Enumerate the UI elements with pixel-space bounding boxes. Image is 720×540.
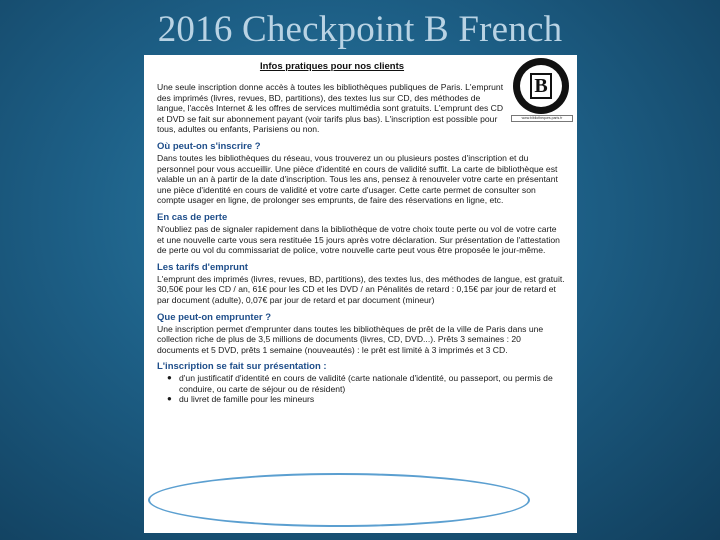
section-title-inscription: Où peut-on s'inscrire ? <box>157 140 261 152</box>
intro-paragraph: Une seule inscription donne accès à toutes les bibliothèques publiques de Paris. L'emprunt des imprimés (livres, revues, BD, partitions), des textes lus sur CD, des méthodes de langue, l'accès Internet & les offres de services multimédia sont gratuits. L'emprunt des CD et DVD se fait sur abonnement payant (voir tarifs plus bas). L'inscription est possible pour tous, adultes ou enfants, Parisiens ou non. <box>157 82 504 135</box>
section-body-perte: N'oubliez pas de signaler rapidement dans la bibliothèque de votre choix toute perte ou vol de votre carte et une nouvelle carte vous sera restituée 15 jours après votre déclaration. Sur présentation de l'attestation de perte ou vol du commissariat de police, votre nouvelle carte peut vous être proposée le jour-même. <box>157 223 560 256</box>
section-body-emprunter: Une inscription permet d'emprunter dans toutes les bibliothèques de prêt de la ville de Paris dans une collection riche de plus de 3,5 millions de documents (livres, CD, DVD...). Prêts 3 semaines : 20 documents et 5 DVD, prêts 1 semaine (nouveautés) : le prêt est limité à 3 imprimés et 3 CD. <box>157 323 544 355</box>
section-title-tarifs: Les tarifs d'emprunt <box>157 261 248 273</box>
document-image <box>144 55 577 533</box>
logo-caption: www.bibliotheques.paris.fr <box>511 115 573 122</box>
section-title-emprunter: Que peut-on emprunter ? <box>157 311 271 323</box>
slide-title: 2016 Checkpoint B French <box>157 9 563 50</box>
section-body-inscription: Dans toutes les bibliothèques du réseau, vous trouverez un ou plusieurs postes d'inscription et du personnel pour vous accueillir. Une pièce d'identité en cours de validité suffit. La carte de bibliothèque est valable un an à partir de la date d'inscription. Tous les ans, pensez à renouveler votre carte en présentant une pièce d'identité en cours de validité et votre carte d'usager. Cette carte permet de consulter son compte usager en ligne, de prolonger ses emprunts, de faire des réservations en ligne, etc. <box>157 152 558 206</box>
document-heading: Infos pratiques pour nos clients <box>259 61 405 72</box>
bullet-icon: ● <box>167 394 172 404</box>
list-item: ● d'un justificatif d'identité en cours de validité (carte nationale d'identité, ou passeport, ou permis de conduire, ou carte de séjour ou de résident) <box>167 373 553 394</box>
list-item: ● du livret de famille pour les mineurs <box>167 394 315 405</box>
section-body-tarifs: L'emprunt des imprimés (livres, revues, BD, partitions), des textes lus, des méthodes de langue, est gratuit. 30,50€ pour les CD / an, 61€ pour les CD et les DVD / an Pénalités de retard : 0,15€ par jour de retard et par document (adulte), 0,07€ par jour de retard et par document (mineur) <box>157 273 565 305</box>
section-title-perte: En cas de perte <box>157 211 228 223</box>
logo-letter: B <box>530 73 552 99</box>
section-title-presentation: L'inscription se fait sur présentation : <box>157 361 327 373</box>
presentation-list <box>157 373 567 405</box>
bullet-icon: ● <box>167 373 172 383</box>
document-body <box>157 61 567 405</box>
highlight-oval <box>148 473 530 527</box>
